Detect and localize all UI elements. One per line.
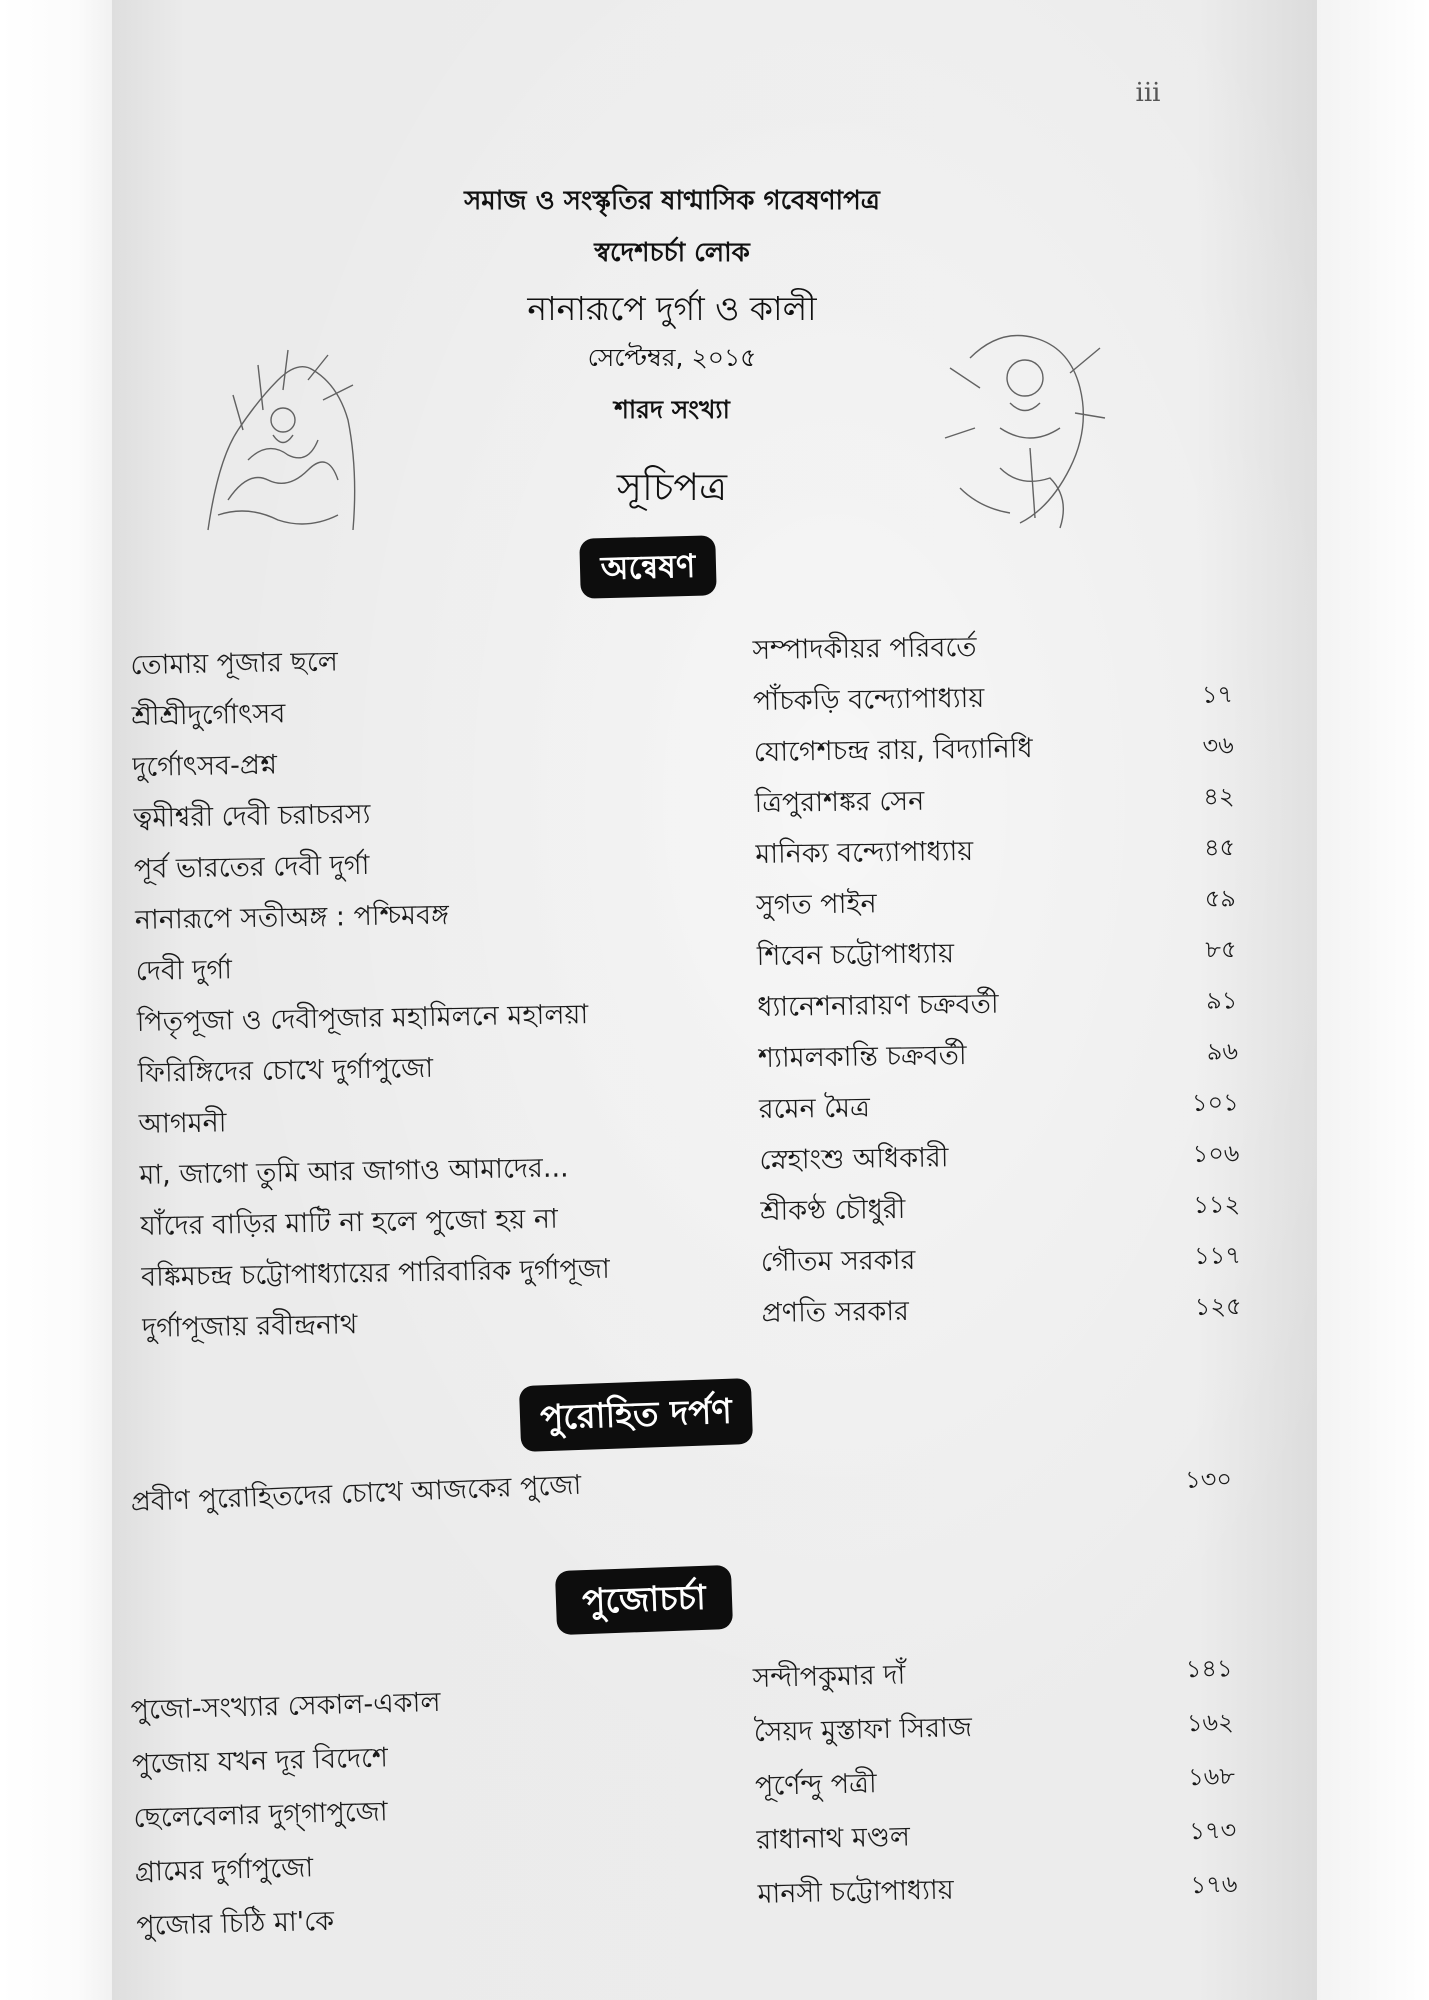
article-title: তোমায় পূজার ছলে [130, 646, 339, 681]
toc-entry [757, 1857, 1238, 1922]
article-title: আগমনী [138, 1107, 227, 1140]
book-page [112, 0, 1317, 2000]
article-title: মা, জাগো তুমি আর জাগাও আমাদের... [139, 1152, 569, 1191]
section3-titles [130, 1669, 697, 1954]
issue-date: সেপ্টেম্বর, ২০১৫ [587, 343, 757, 372]
toc-entry [761, 1230, 1242, 1288]
author-name: পাঁচকড়ি বন্দ্যোপাধ্যায় [752, 682, 985, 717]
page-ref: ৩৬ [1202, 731, 1234, 760]
scan-right-margin [1317, 0, 1429, 2000]
author-name: সৈয়দ মুস্তাফা সিরাজ [753, 1712, 973, 1748]
toc-heading: সূচিপত্র [616, 465, 728, 509]
article-title: শ্রীশ্রীদুর্গোৎসব [131, 698, 286, 732]
section1-titles [130, 630, 702, 1354]
page-ref: ১১৭ [1193, 1241, 1242, 1270]
article-title: ছেলেবেলার দুগ্‌গাপুজো [133, 1796, 389, 1834]
page-ref: ৪২ [1203, 782, 1235, 811]
author-name: রমেন মৈত্র [758, 1092, 871, 1125]
author-name: প্রণতি সরকার [761, 1295, 910, 1329]
author-name: শ্রীকণ্ঠ চৌধুরী [759, 1193, 906, 1227]
article-title: যাঁদের বাড়ির মাটি না হলে পুজো হয় না [139, 1203, 559, 1242]
page-ref: ১৩০ [1184, 1464, 1233, 1494]
page-ref: ৯১ [1205, 986, 1238, 1015]
author-name: রাধানাথ মণ্ডল [755, 1821, 911, 1856]
issue-theme: নানারূপে দুর্গা ও কালী [527, 289, 817, 328]
author-name: ধ্যানেশনারায়ণ চক্রবর্তী [757, 988, 999, 1023]
page-ref: ১৭৩ [1189, 1816, 1237, 1846]
author-name: ত্রিপুরাশঙ্কর সেন [754, 785, 925, 819]
page-ref: ১২৫ [1194, 1292, 1242, 1321]
page-ref: ১০১ [1191, 1088, 1239, 1117]
toc-entry [755, 822, 1236, 880]
toc-entry [753, 720, 1234, 778]
issue-type: শারদ সংখ্যা [614, 395, 730, 424]
page-ref [1162, 618, 1233, 670]
toc-entry [758, 1026, 1239, 1084]
toc-entry [753, 669, 1234, 727]
section3-authors [752, 1641, 1238, 1922]
page-ref: ১৬২ [1186, 1708, 1235, 1738]
author-name: শ্যামলকান্তি চক্রবর্তী [757, 1040, 967, 1074]
author-name: শিবেন চট্টোপাধ্যায় [756, 938, 955, 972]
section-label-pujocharcha: পুজোচর্চা [555, 1565, 733, 1635]
section-label-purohit-darpan: পুরোহিত দর্পণ [519, 1378, 753, 1452]
author-name: স্নেহাংশু অধিকারী [759, 1142, 949, 1176]
article-title: গ্রামের দুর্গাপুজো [134, 1852, 314, 1888]
page-ref: ১৬৮ [1187, 1762, 1236, 1792]
page-ref: ১৭ [1201, 680, 1234, 709]
article-title: পুজো-সংখ্যার সেকাল-একাল [130, 1686, 441, 1726]
page-ref: ৪৫ [1203, 833, 1236, 862]
page-ref: ১৪১ [1185, 1654, 1233, 1684]
journal-name: স্বদেশচর্চা লোক [594, 238, 750, 268]
page-ref: ৫৯ [1204, 884, 1237, 913]
toc-entry [756, 873, 1237, 931]
article-title: প্রবীণ পুরোহিতদের চোখে আজকের পুজো [130, 1469, 582, 1518]
article-title: বঙ্কিমচন্দ্র চট্টোপাধ্যায়ের পারিবারিক দুর্গাপূজা [140, 1253, 611, 1293]
article-title: দুর্গাপূজায় রবীন্দ্রনাথ [141, 1309, 358, 1344]
article-title: ত্বমীশ্বরী দেবী চরাচরস্য [132, 798, 371, 834]
author-name: পূর্ণেন্দু পত্রী [754, 1768, 878, 1802]
journal-subtitle: সমাজ ও সংস্কৃতির ষাণ্মাসিক গবেষণাপত্র [464, 186, 880, 216]
section1-authors [752, 618, 1242, 1339]
toc-entry [752, 618, 1233, 676]
author-name: যোগেশচন্দ্র রায়, বিদ্যানিধি [753, 733, 1033, 768]
left-goddess-sketch-illustration [188, 340, 368, 540]
page-ref: ১০৬ [1192, 1139, 1240, 1168]
article-title: দেবী দুর্গা [135, 954, 233, 987]
page-ref: ৮৫ [1205, 935, 1237, 964]
toc-entry [754, 771, 1235, 829]
article-title: নানারূপে সতীঅঙ্গ : পশ্চিমবঙ্গ [134, 899, 450, 936]
toc-entry [761, 1281, 1242, 1339]
author-name: সুগত পাইন [755, 888, 877, 921]
toc-entry [759, 1128, 1240, 1186]
author-name: গৌতম সরকার [760, 1244, 916, 1278]
article-title: পুজোয় যখন দূর বিদেশে [131, 1742, 389, 1780]
toc-entry [757, 975, 1238, 1033]
page-number: iii [1135, 78, 1161, 108]
author-name: মানিক্য বন্দ্যোপাধ্যায় [754, 835, 974, 870]
page-ref: ১৭৬ [1190, 1870, 1238, 1900]
page-ref: ৯৬ [1206, 1037, 1239, 1066]
scan-left-margin [0, 0, 112, 2000]
article-title: দুর্গোৎসব-প্রশ্ন [131, 749, 278, 783]
section-label-anveshan: অন্বেষণ [579, 535, 717, 599]
author-name: সম্পাদকীয়র পরিবর্তে [752, 631, 977, 666]
toc-entry [756, 924, 1237, 982]
right-goddess-sketch-illustration [940, 318, 1110, 538]
article-title: ফিরিঙ্গিদের চোখে দুর্গাপুজো [137, 1052, 434, 1089]
author-name: মানসী চট্টোপাধ্যায় [757, 1874, 955, 1910]
author-name: সন্দীপকুমার দাঁ [752, 1659, 906, 1694]
article-title: পুজোর চিঠি মা'কে [135, 1905, 335, 1942]
article-title: পূর্ব ভারতের দেবী দুর্গা [133, 849, 370, 885]
toc-entry [760, 1179, 1241, 1237]
article-title: পিতৃপূজা ও দেবীপূজার মহামিলনে মহালয়া [136, 999, 589, 1038]
toc-entry [758, 1077, 1239, 1135]
page-ref: ১১২ [1193, 1190, 1241, 1219]
